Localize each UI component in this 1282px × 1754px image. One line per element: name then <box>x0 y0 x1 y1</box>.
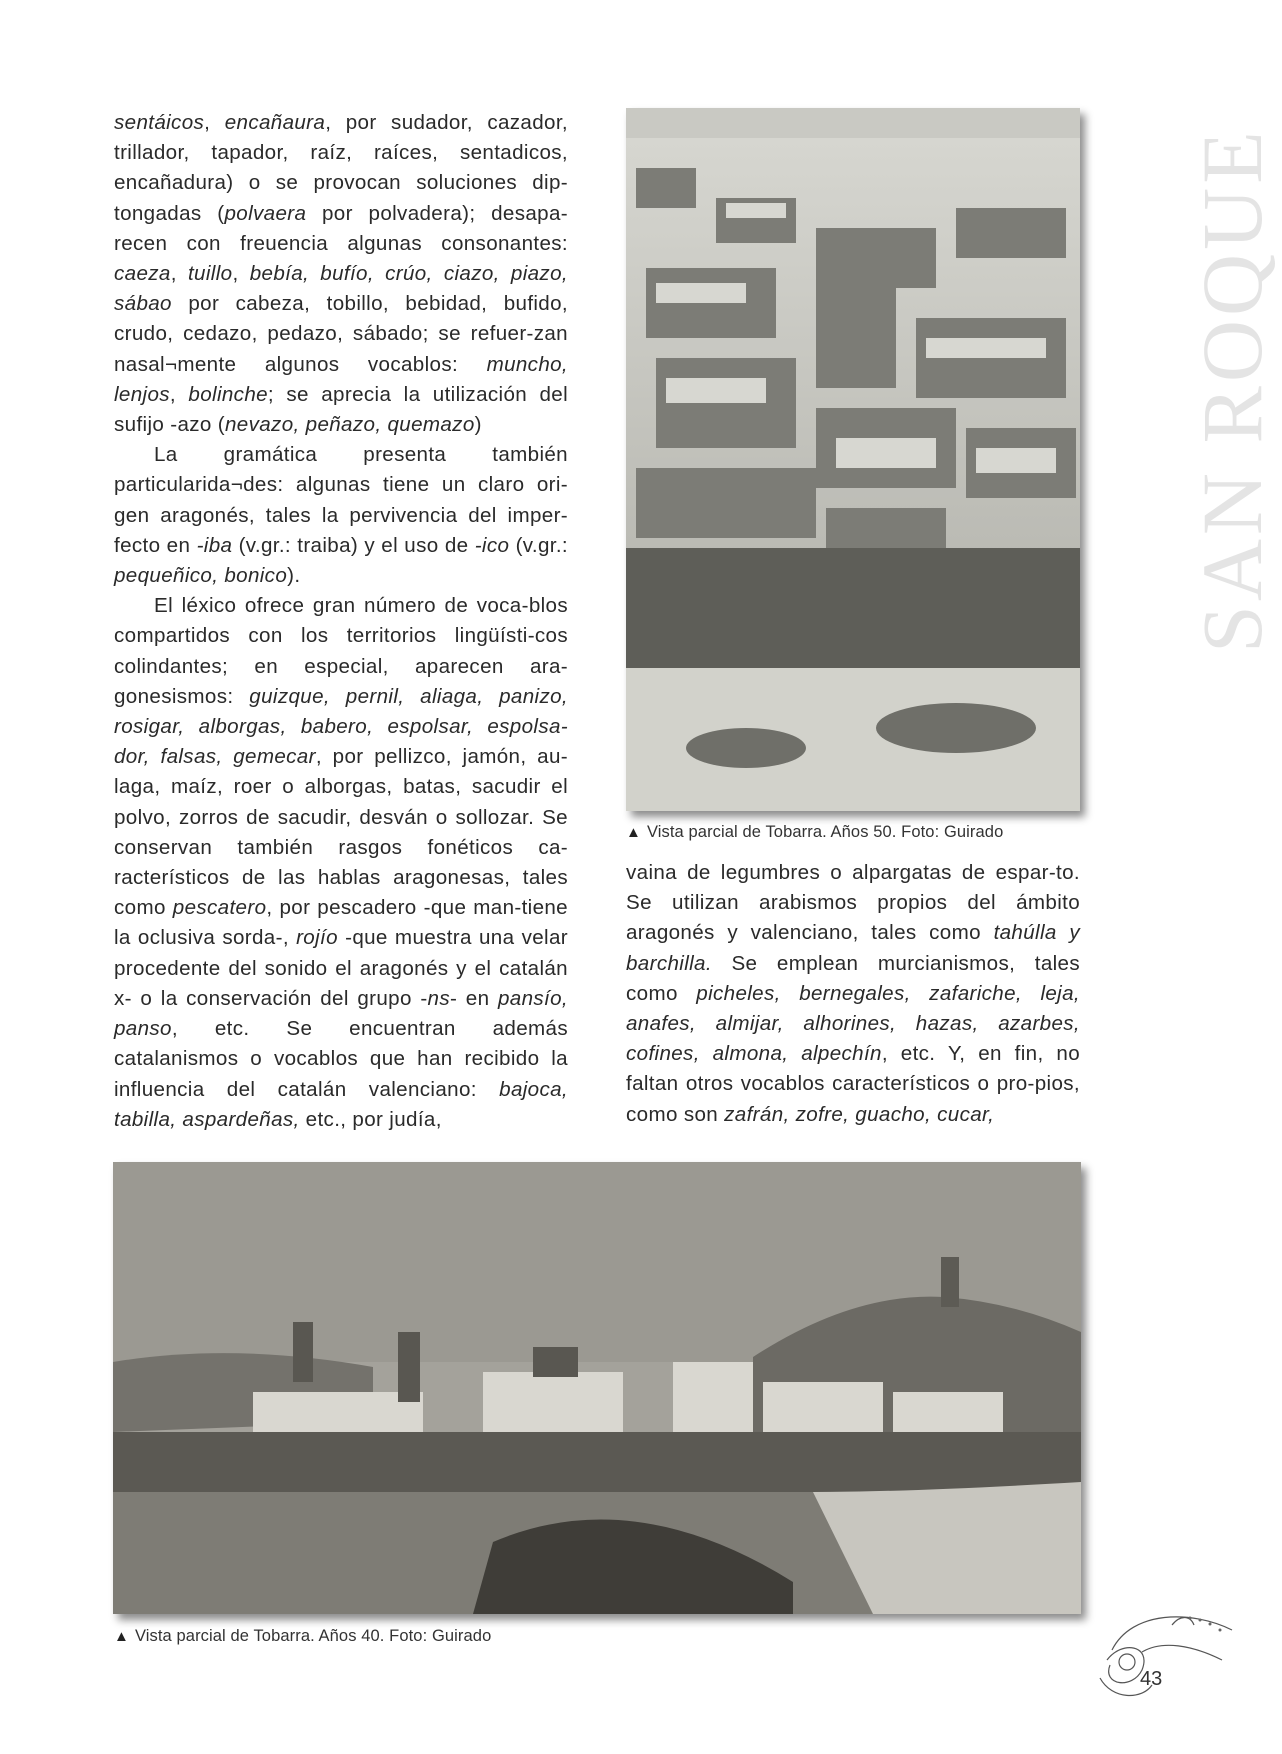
italic-term: tuillo <box>187 262 233 286</box>
text-run: Se emplean murcianismos, tales como <box>626 951 1080 1005</box>
page-number: 43 <box>1140 1668 1163 1690</box>
caption-photo-bottom <box>114 1627 491 1646</box>
text-run: El léxico ofrece gran número de voca-blos compartidos con los territorios lingüísti-cos colindantes; en especial, aparecen ara-gonesismos: <box>114 594 568 708</box>
paragraph-2 <box>114 440 568 591</box>
caption-bottom-text: Vista parcial de Tobarra. Años 40. Foto: Guirado <box>134 1627 492 1645</box>
caption-triangle-icon: ▲ <box>114 1628 129 1645</box>
section-title-text: SAN ROQUE <box>1184 127 1280 653</box>
italic-term: -ico <box>474 533 510 557</box>
italic-term: -iba <box>196 533 233 557</box>
italic-term: rojío <box>296 926 338 950</box>
text-run: por cabeza, tobillo, bebidad, bufido, crudo, cedazo, pedazo, sábado; se refuer-zan nasal¬mente algunos vocablos: <box>114 292 568 376</box>
text-run: ). <box>287 564 301 588</box>
text-run: etc., por judía, <box>299 1107 442 1131</box>
italic-term: pescatero <box>172 896 267 920</box>
right-column <box>626 858 1080 1130</box>
italic-term: ns <box>427 986 450 1010</box>
italic-term: bebía, bufío, crúo, ciazo, piazo, sábao <box>114 262 568 316</box>
italic-term: nevazo, peñazo, quemazo <box>225 413 475 437</box>
section-title <box>1120 108 1280 668</box>
italic-term: zafrán, zofre, guacho, cucar, <box>724 1102 995 1126</box>
italic-term: guizque, pernil, aliaga, panizo, rosigar, alborgas, babero, espolsar, espolsa-dor, falsas, gemecar <box>114 684 568 769</box>
paragraph-1 <box>114 108 568 440</box>
italic-term: muncho, lenjos <box>114 352 568 406</box>
italic-term: tahúlla y barchilla. <box>626 921 1080 975</box>
flourish-ornament-icon <box>1082 1590 1239 1710</box>
italic-term: pequeñico, bonico <box>114 564 288 588</box>
paragraph-4 <box>626 858 1080 1130</box>
text-run: , etc. Se encuentran además catalanismos o vocablos que han recibido la influencia del catalán valenciano: <box>114 1017 568 1101</box>
text-run: , etc. Y, en fin, no faltan otros vocablos característicos o pro-pios, como son <box>626 1042 1080 1126</box>
text-run: , <box>204 111 225 134</box>
text-run: La gramática presenta también particularida¬des: algunas tiene un claro ori-gen aragonés, tales la pervivencia del imper-fecto en <box>114 443 568 557</box>
text-run: (v.gr.: traiba) y el uso de <box>232 533 475 557</box>
text-run: - en <box>450 986 498 1010</box>
photo-town-view-1940s <box>113 1162 1081 1614</box>
italic-term: bajoca, tabilla, aspardeñas, <box>114 1077 568 1131</box>
text-run: por polvadera); desapa-recen con freuencia algunas consonantes: <box>114 201 568 255</box>
italic-term: encañaura <box>224 111 326 134</box>
italic-term: picheles, bernegales, zafariche, leja, anafes, almijar, alhorines, hazas, azarbes, cofines, almona, alpechín <box>626 981 1080 1066</box>
text-run: , <box>232 262 250 286</box>
left-column <box>114 108 568 1135</box>
text-run: , <box>170 262 188 286</box>
italic-term: caeza <box>114 262 171 286</box>
paragraph-3 <box>114 591 568 1135</box>
italic-term: sentáicos <box>114 111 205 134</box>
photo-town-view-1950s <box>626 108 1080 811</box>
text-run: , por pescadero -que man-tiene la oclusiva sorda-, <box>114 896 568 950</box>
text-run: , por sudador, cazador, trillador, tapador, raíz, raíces, sentadicos, encañadura) o se provocan soluciones dip-tongadas ( <box>114 111 568 225</box>
italic-term: pansío, panso <box>114 986 568 1041</box>
caption-top-text: Vista parcial de Tobarra. Años 50. Foto: Guirado <box>646 823 1004 841</box>
text-run: ; se aprecia la utilización del sufijo -azo ( <box>114 382 568 437</box>
caption-photo-top <box>626 823 1003 842</box>
text-run: ) <box>474 413 482 437</box>
text-run: , <box>169 382 189 406</box>
text-run: -que muestra una velar procedente del sonido el aragonés y el catalán x- o la conservación del grupo - <box>114 926 568 1010</box>
caption-triangle-icon: ▲ <box>626 824 641 841</box>
italic-term: bolinche <box>188 382 268 406</box>
text-run: , por pellizco, jamón, au-laga, maíz, roer o alborgas, batas, sacudir el polvo, zorros de sacudir, desván o sollozar. Se conservan también rasgos fonéticos ca-racterísticos de las hablas aragonesas, tales como <box>114 745 569 920</box>
italic-term: polvaera <box>224 201 307 225</box>
text-run: vaina de legumbres o alpargatas de espar-to. Se utilizan arabismos propios del ámbito aragonés y valenciano, tales como <box>626 861 1080 945</box>
text-run: (v.gr.: <box>509 533 568 557</box>
